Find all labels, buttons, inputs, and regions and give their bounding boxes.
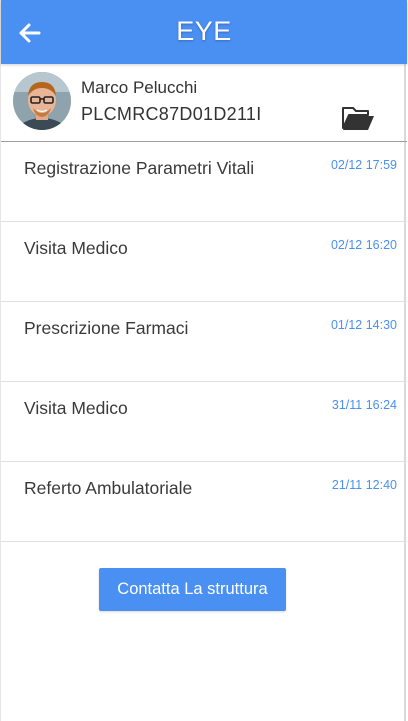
top-bar xyxy=(1,0,407,64)
event-title: Referto Ambulatoriale xyxy=(24,478,193,498)
event-title: Registrazione Parametri Vitali xyxy=(24,158,255,178)
list-item[interactable] xyxy=(1,462,407,542)
patient-code: PLCMRC87D01D211I xyxy=(81,104,262,124)
app-title: EYE xyxy=(176,16,232,46)
event-title: Prescrizione Farmaci xyxy=(24,318,189,338)
folder-open-icon xyxy=(341,104,375,132)
contact-facility-button[interactable]: Contatta La struttura xyxy=(99,568,286,611)
event-title: Visita Medico xyxy=(24,398,128,418)
event-date: 01/12 14:30 xyxy=(330,318,397,332)
event-date: 02/12 17:59 xyxy=(330,158,397,172)
avatar xyxy=(13,72,71,130)
event-list xyxy=(1,142,407,542)
event-date: 31/11 16:24 xyxy=(331,398,397,412)
list-item[interactable] xyxy=(1,142,407,222)
list-item[interactable] xyxy=(1,302,407,382)
list-item[interactable] xyxy=(1,382,407,462)
patient-name: Marco Pelucchi xyxy=(81,78,198,97)
list-item[interactable] xyxy=(1,222,407,302)
patient-header xyxy=(1,64,407,142)
event-title: Visita Medico xyxy=(24,238,128,258)
documents-button[interactable] xyxy=(341,104,375,132)
event-date: 02/12 16:20 xyxy=(330,238,397,252)
event-date: 21/11 12:40 xyxy=(331,478,397,492)
